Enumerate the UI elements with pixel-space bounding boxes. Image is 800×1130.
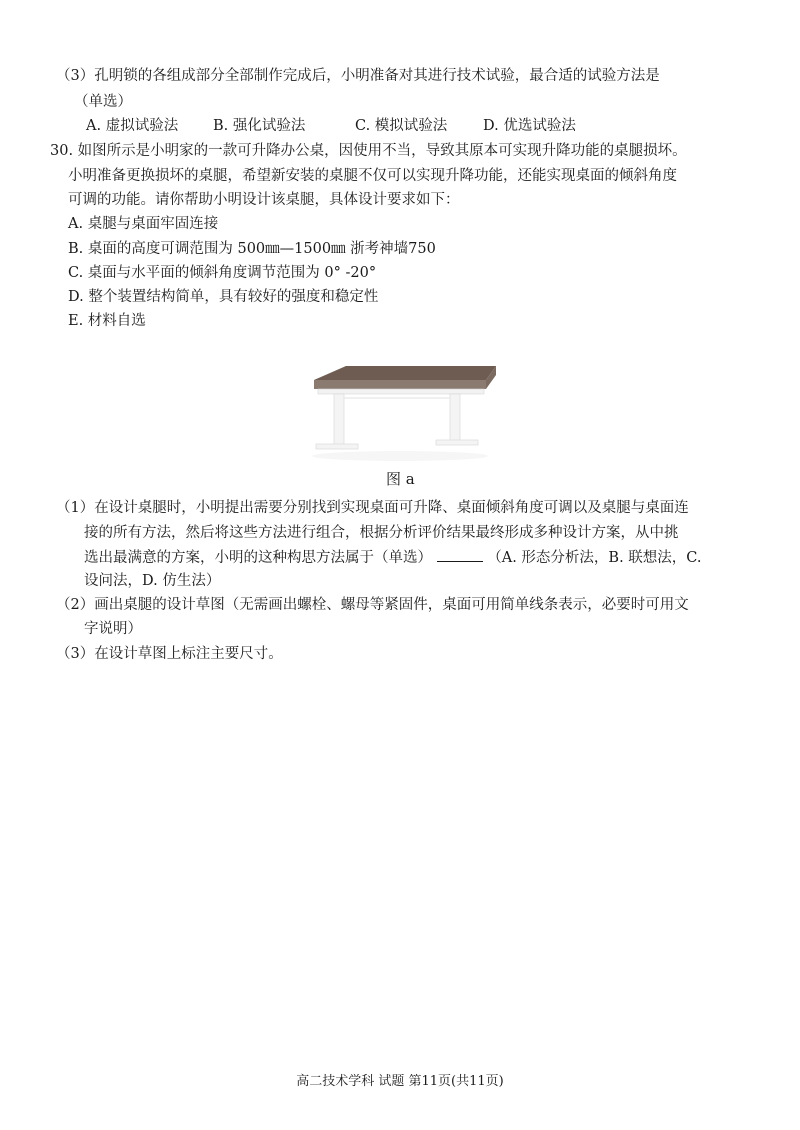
q30-part3-line: （3）在设计草图上标注主要尺寸。 [56, 646, 283, 662]
q30-part2-line2: 字说明） [84, 621, 142, 637]
q30-part1-line3 [84, 547, 701, 568]
desk-right-foot [436, 440, 478, 445]
q30-part1-line3-text: 选出最满意的方案，小明的这种构思方法属于（单选） [84, 550, 432, 566]
q30-requirement-a: A. 桌腿与桌面牢固连接 [68, 216, 219, 232]
desk-top-surface [314, 366, 496, 380]
q30-part1-line2: 接的所有方法，然后将这些方法进行组合，根据分析评价结果最终形成多种设计方案，从中挑 [84, 525, 679, 541]
q29-option-c: C. 模拟试验法 [355, 118, 448, 134]
desk-right-leg [450, 394, 460, 442]
q29-part3-line2: （单选） [74, 94, 132, 110]
q29-option-d: D. 优选试验法 [483, 118, 576, 134]
q30-intro-line2: 小明准备更换损坏的桌腿，希望新安装的桌腿不仅可以实现升降功能，还能实现桌面的倾斜角度 [68, 168, 677, 184]
page-footer: 高二技术学科 试题 第11页(共11页) [296, 1074, 504, 1089]
q30-part1-choices: （A. 形态分析法，B. 联想法，C. [487, 550, 702, 566]
answer-blank[interactable] [437, 547, 483, 562]
desk-front-edge [314, 380, 486, 389]
desk-left-leg [334, 394, 344, 446]
figure-caption: 图 a [386, 470, 415, 488]
q30-part1-line4: 设问法，D. 仿生法） [84, 573, 221, 589]
q30-part2-line1: （2）画出桌腿的设计草图（无需画出螺栓、螺母等紧固件，桌面可用简单线条表示，必要时可用文 [56, 597, 689, 613]
q30-intro-line3: 可调的功能。请你帮助小明设计该桌腿，具体设计要求如下： [68, 192, 460, 208]
standing-desk-illustration [300, 358, 500, 464]
q30-part1-line1: （1）在设计桌腿时，小明提出需要分别找到实现桌面可升降、桌面倾斜角度可调以及桌腿与桌面连 [56, 500, 689, 516]
q30-requirement-c: C. 桌面与水平面的倾斜角度调节范围为 0° -20° [68, 265, 377, 281]
q29-option-b: B. 强化试验法 [213, 118, 306, 134]
q29-option-a: A. 虚拟试验法 [86, 118, 179, 134]
q29-part3-line1: （3）孔明锁的各组成部分全部制作完成后，小明准备对其进行技术试验，最合适的试验方法是 [56, 68, 660, 84]
q30-requirement-b: B. 桌面的高度可调范围为 500㎜—1500㎜ 浙考神墙750 [68, 241, 436, 257]
q30-intro-line1: 30. 如图所示是小明家的一款可升降办公桌，因使用不当，导致其原本可实现升降功能的桌腿损坏。 [50, 143, 687, 159]
q30-requirement-d: D. 整个装置结构简单，具有较好的强度和稳定性 [68, 289, 379, 305]
q30-requirement-e: E. 材料自选 [68, 313, 146, 329]
desk-left-foot [316, 444, 358, 449]
